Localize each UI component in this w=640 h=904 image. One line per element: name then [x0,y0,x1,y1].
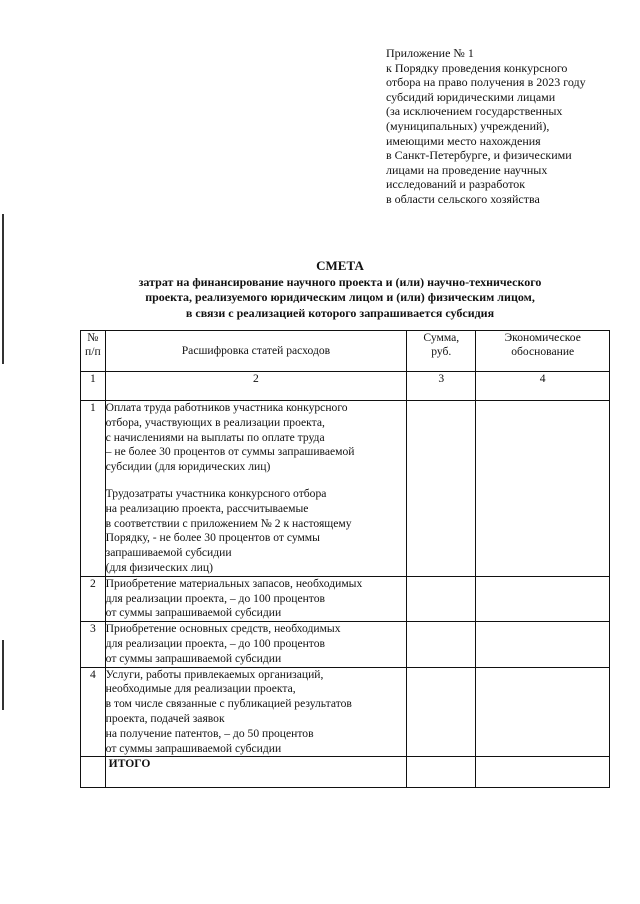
sum-cell [407,667,476,757]
scan-edge-mark [2,214,4,364]
table-row [81,401,610,577]
row-number: 3 [81,622,106,667]
table-row [81,622,610,667]
column-number-row [81,372,610,401]
appendix-line: имеющими место нахождения [386,133,541,148]
scan-edge-mark [2,640,4,710]
economic-cell [476,622,610,667]
row-description: Приобретение материальных запасов, необходимых для реализации проекта, – до 100 процентов от суммы запрашиваемой субсидии [105,576,407,621]
table-header-row [81,331,610,372]
heading-line: затрат на финансирование научного проекта и (или) научно-технического [138,274,542,289]
appendix-line: лицами на проведение научных [386,162,548,177]
sum-cell [407,401,476,577]
header-economic: Экономическое обоснование [476,331,610,372]
column-number: 4 [476,372,610,401]
row-description: Услуги, работы привлекаемых организаций, необходимые для реализации проекта, в том числе связанные с публикацией результатов проекта, подачей заявок на получение патентов, – до 50 процентов от суммы запрашиваемой субсидии [105,667,407,757]
column-number: 2 [105,372,407,401]
header-description: Расшифровка статей расходов [105,331,407,372]
document-title: СМЕТА [316,258,364,273]
total-num-cell [81,757,106,788]
appendix-line: (муниципальных) учреждений), [386,118,550,133]
total-economic-cell [476,757,610,788]
header-num: № п/п [81,331,106,372]
column-number: 1 [81,372,106,401]
row-number: 1 [81,401,106,577]
heading-line: проекта, реализуемого юридическим лицом и (или) физическим лицом, [145,290,535,304]
row-number: 4 [81,667,106,757]
document-heading [60,258,620,321]
table-row [81,667,610,757]
appendix-block [386,46,636,207]
appendix-line: в области сельского хозяйства [386,191,540,206]
estimate-table [80,330,610,788]
appendix-line: к Порядку проведения конкурсного [386,60,568,75]
appendix-line: (за исключением государственных [386,104,563,119]
total-sum-cell [407,757,476,788]
row-description: Оплата труда работников участника конкурсного отбора, участвующих в реализации проекта, с начислениями на выплаты по оплате труда – не более 30 процентов от суммы запрашиваемой субсидии (для юридических лиц) Трудозатраты участника конкурсного отбора на реализацию проекта, рассчитываемые в соответствии с приложением № 2 к настоящему Порядку, - не более 30 процентов от суммы запрашиваемой субсидии (для физических лиц) [105,401,407,577]
economic-cell [476,401,610,577]
appendix-line: отбора на право получения в 2023 году [386,75,586,90]
sum-cell [407,576,476,621]
appendix-line: Приложение № 1 [386,46,474,60]
header-sum: Сумма, руб. [407,331,476,372]
appendix-line: субсидий юридическими лицами [386,89,556,104]
table-row [81,576,610,621]
total-row [81,757,610,788]
appendix-line: исследований и разработок [386,177,526,192]
column-number: 3 [407,372,476,401]
economic-cell [476,576,610,621]
economic-cell [476,667,610,757]
row-description: Приобретение основных средств, необходимых для реализации проекта, – до 100 процентов от суммы запрашиваемой субсидии [105,622,407,667]
row-number: 2 [81,576,106,621]
appendix-line: в Санкт-Петербурге, и физическими [386,148,572,163]
total-label: ИТОГО [105,757,407,788]
heading-line: в связи с реализацией которого запрашивается субсидия [185,305,495,320]
sum-cell [407,622,476,667]
